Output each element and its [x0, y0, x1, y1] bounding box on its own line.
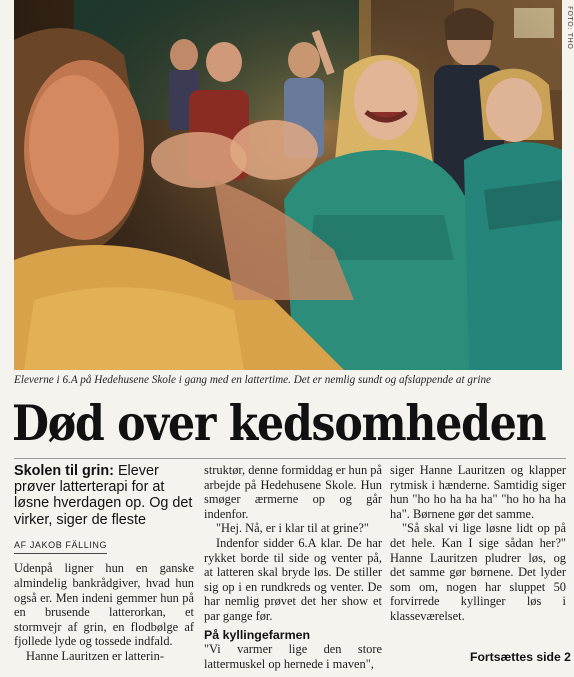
- subheading: På kyllingefarmen: [204, 627, 311, 642]
- lead-text: Elever prøver latterterapi for at løsne hverdagen op. Og det virker, siger de fleste: [14, 463, 193, 528]
- paragraph: Udenpå ligner hun en ganske almindelig bankrådgiver, hvad hun også er. Men indeni gemmer hun på en brusende latterorkan, et stormvejr af grin, en flodbølge af fjollede lyde og tossede indfald.: [14, 561, 194, 649]
- headline: Død over kedsomheden: [12, 394, 546, 452]
- byline-prefix: AF: [14, 539, 30, 550]
- continued-link[interactable]: Fortsættes side 2: [470, 650, 571, 664]
- column-1: [14, 463, 194, 664]
- photo-caption: Eleverne i 6.A på Hedehusene Skole i gang med en lattertime. Det er nemlig sundt og afslappende at grine: [14, 374, 492, 386]
- column-3: [390, 463, 566, 624]
- paragraph: siger Hanne Lauritzen og klapper rytmisk i hænderne. Samtidig siger hun "ho ho ha ha ha" "ho ho ha ha ha". Børnene gør det samme.: [390, 463, 566, 521]
- paragraph: Hanne Lauritzen er latterin-: [26, 648, 164, 663]
- article-photo: [14, 0, 562, 370]
- column-2: [204, 463, 382, 671]
- photo-credit: FOTO: THO: [566, 6, 574, 50]
- paragraph: struktør, denne formiddag er hun på arbejde på Hedehusene Skole. Hun smøger ærmerne op og går indenfor.: [204, 463, 382, 521]
- byline-author: JAKOB FÄLLING: [29, 539, 108, 550]
- paragraph: "Vi varmer lige den store lattermuskel op hernede i maven",: [204, 642, 382, 671]
- byline: [14, 538, 107, 555]
- divider: [14, 458, 566, 459]
- paragraph: Indenfor sidder 6.A klar. De har rykket borde til side og venter på, at latteren skal bryde løs. De stiller sig op i en rundkreds og venter. De har nemlig prøvet det her show et par gange før.: [204, 535, 382, 623]
- paragraph: "Hej. Nå, er i klar til at grine?": [216, 521, 369, 536]
- lead-kicker: Skolen til grin:: [14, 463, 114, 479]
- lead-paragraph: [14, 463, 194, 528]
- paragraph: "Så skal vi lige løsne lidt op på det hele. Kan I sige sådan her?" Hanne Lauritzen pludrer løs, og det samme gør børnene. Det lyder som om, nogen har sluppet 50 forvirrede kyllinger løs i klasseværelset.: [390, 521, 566, 623]
